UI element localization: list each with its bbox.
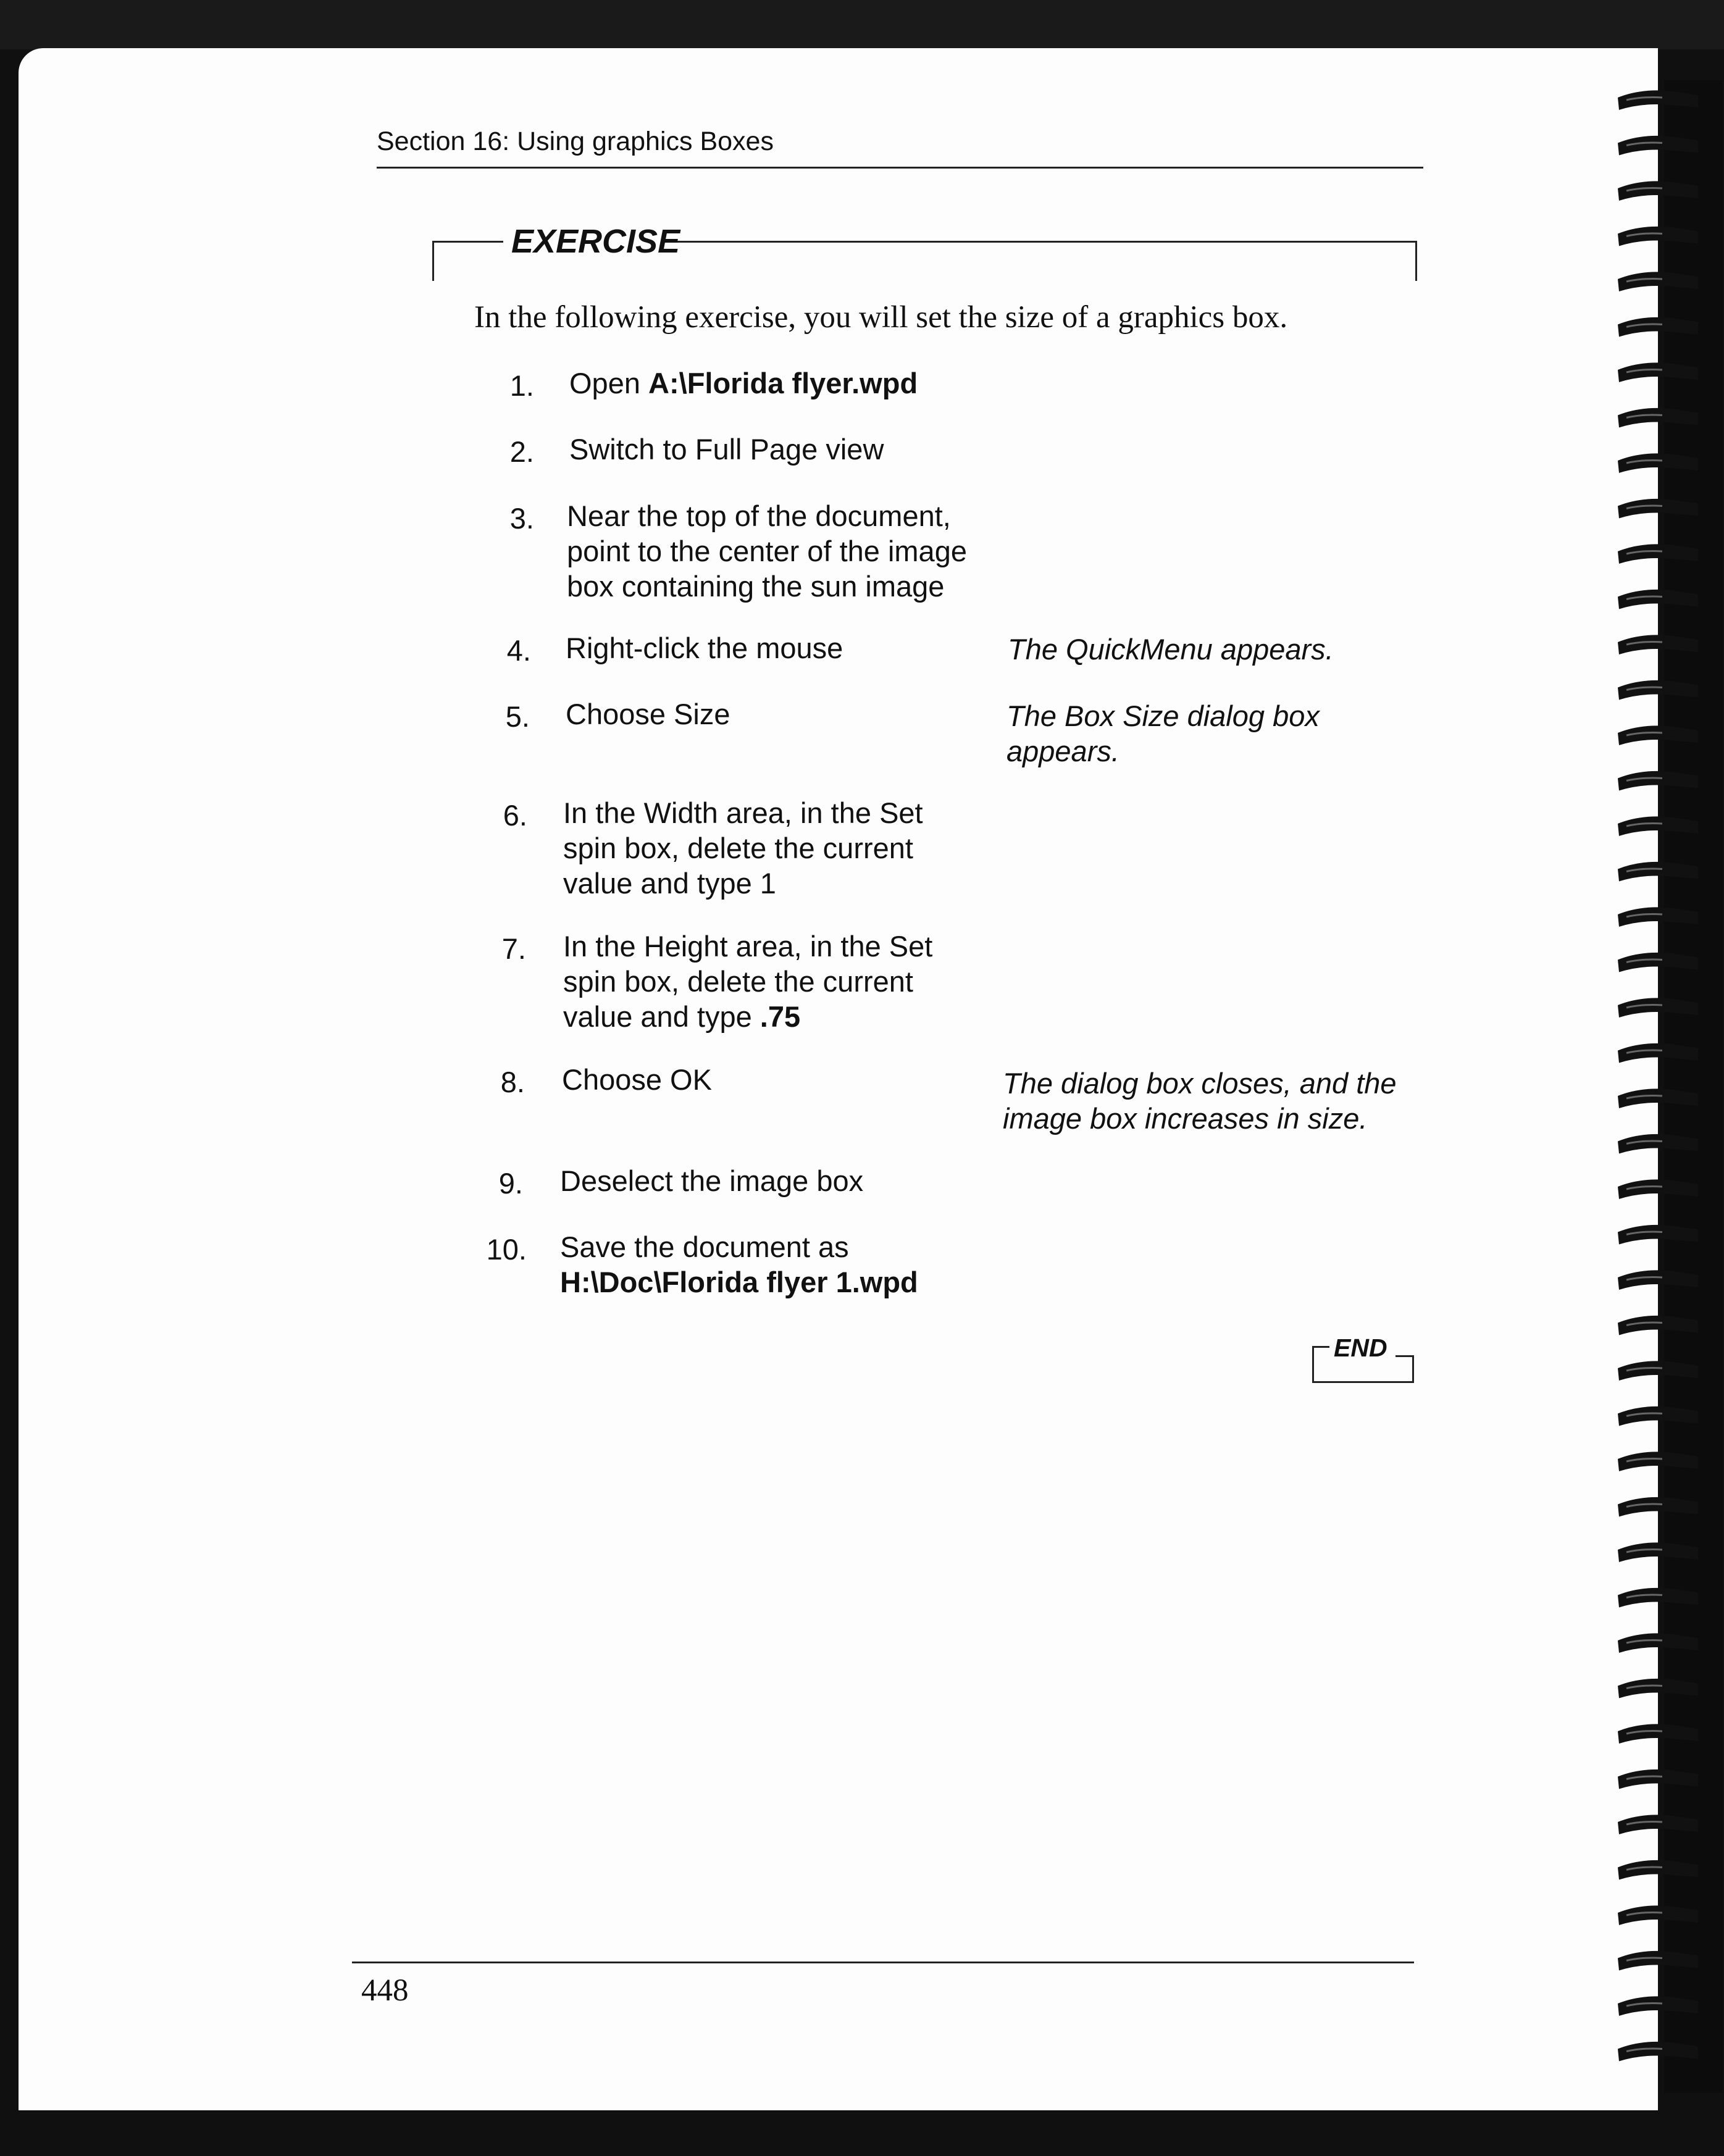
- footer-rule: [352, 1962, 1414, 1963]
- end-frame: [1312, 1346, 1329, 1348]
- binding-shadow: [1664, 80, 1723, 2093]
- step-text: Near the top of the document, point to the center of the image box containing the sun image: [567, 499, 967, 603]
- exercise-frame-right: [1415, 241, 1417, 281]
- step-text: Save the document as H:\Doc\Florida flyer 1.wpd: [560, 1231, 918, 1298]
- step-number: 2.: [509, 435, 534, 468]
- exercise-frame-top: [432, 241, 503, 243]
- step-note: The QuickMenu appears.: [1008, 633, 1334, 666]
- step-text: Choose Size: [566, 698, 730, 730]
- end-frame: [1312, 1346, 1314, 1383]
- exercise-intro: In the following exercise, you will set the size of a graphics box.: [474, 300, 1288, 335]
- step-number: 4.: [506, 634, 531, 667]
- end-frame: [1412, 1355, 1414, 1383]
- exercise-title: EXERCISE: [511, 223, 680, 260]
- step-number: 5.: [505, 700, 530, 733]
- end-frame: [1312, 1381, 1414, 1383]
- step-number: 8.: [500, 1066, 525, 1098]
- step-text: Deselect the image box: [560, 1164, 864, 1197]
- step-note: The Box Size dialog box appears.: [1006, 700, 1320, 767]
- page-number: 448: [361, 1973, 409, 2008]
- step-text: Right-click the mouse: [566, 632, 843, 664]
- step-text: In the Width area, in the Set spin box, delete the current value and type 1: [563, 796, 923, 900]
- step-number: 7.: [501, 932, 526, 965]
- section-header: Section 16: Using graphics Boxes: [377, 127, 774, 156]
- step-note: The dialog box closes, and the image box increases in size.: [1003, 1067, 1397, 1135]
- step-number: 6.: [503, 799, 527, 832]
- step-text: Switch to Full Page view: [569, 433, 884, 466]
- step-number: 1.: [509, 369, 534, 402]
- step-text: Choose OK: [562, 1063, 712, 1096]
- scan-background: [0, 0, 1724, 49]
- end-label: END: [1334, 1334, 1387, 1362]
- step-number: 9.: [498, 1167, 523, 1200]
- step-number: 10.: [486, 1233, 527, 1266]
- document-page: [19, 48, 1658, 2110]
- step-text: Open A:\Florida flyer.wpd: [569, 367, 918, 399]
- spiral-binding: [1605, 80, 1723, 2093]
- step-text: In the Height area, in the Set spin box, delete the current value and type .75: [563, 930, 933, 1033]
- exercise-frame-top: [673, 241, 1417, 243]
- end-frame: [1396, 1355, 1414, 1357]
- header-rule: [377, 167, 1423, 169]
- step-number: 3.: [509, 502, 534, 535]
- exercise-frame-left: [432, 241, 434, 281]
